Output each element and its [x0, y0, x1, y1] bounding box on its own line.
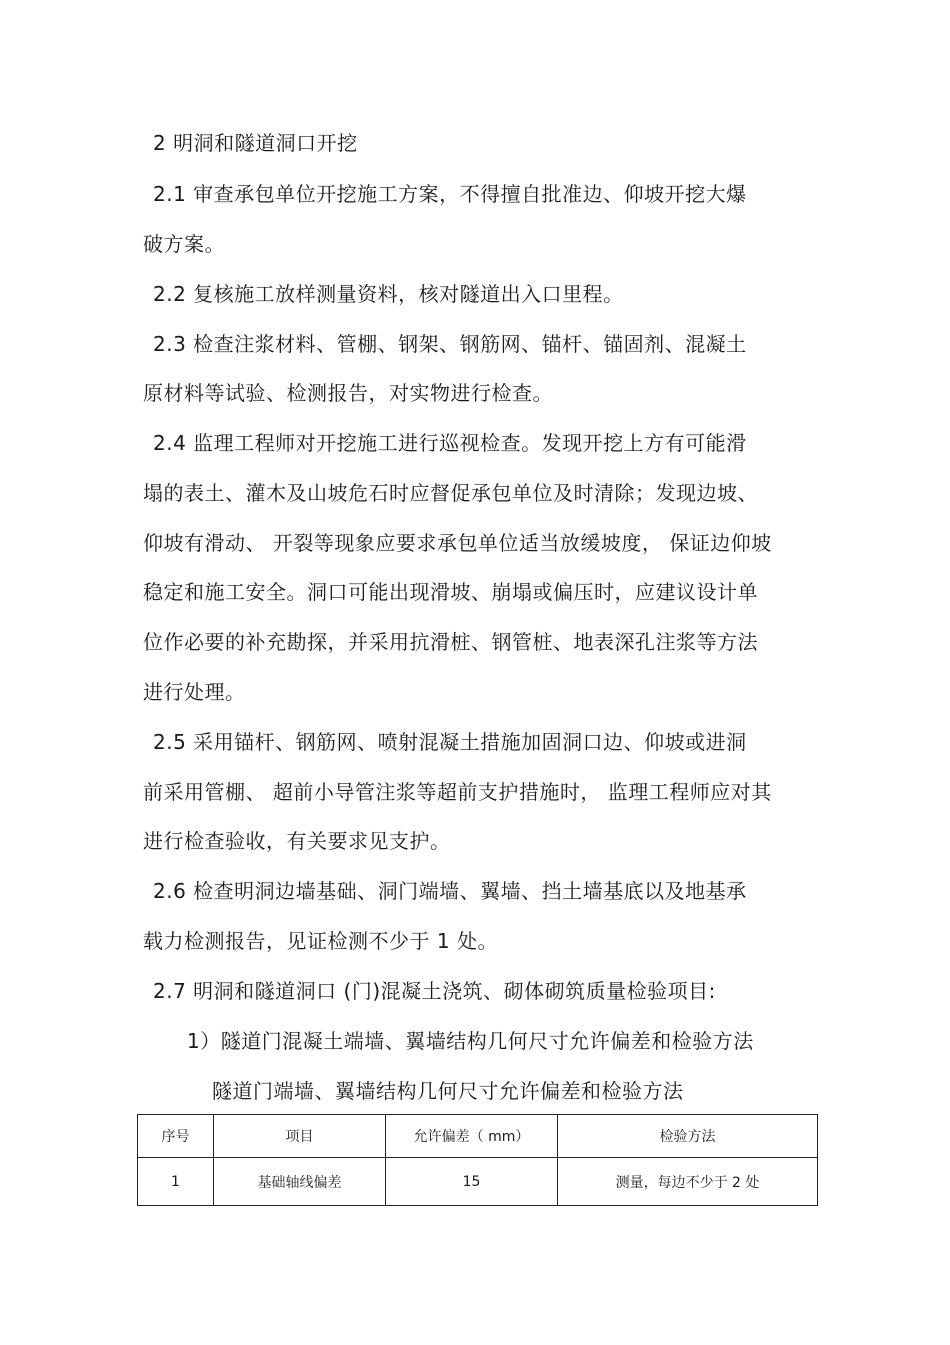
paragraph-line: 位作必要的补充勘探，并采用抗滑桩、钢管桩、地表深孔注浆等方法	[143, 630, 758, 654]
table-caption: 隧道门端墙、翼墙结构几何尺寸允许偏差和检验方法	[212, 1079, 684, 1103]
table-row	[138, 1158, 818, 1206]
paragraph-line: 2.1 审查承包单位开挖施工方案，不得擅自批准边、仰坡开挖大爆	[153, 182, 747, 206]
paragraph-line: 稳定和施工安全。洞口可能出现滑坡、崩塌或偏压时，应建议设计单	[143, 580, 758, 604]
table-cell: 测量，每边不少于 2 处	[558, 1158, 818, 1206]
column-header: 检验方法	[558, 1115, 818, 1158]
list-item: 1）隧道门混凝土端墙、翼墙结构几何尺寸允许偏差和检验方法	[187, 1029, 754, 1053]
paragraph-line: 2.7 明洞和隧道洞口 (门)混凝土浇筑、砌体砌筑质量检验项目:	[153, 979, 716, 1003]
paragraph-line: 仰坡有滑动、 开裂等现象应要求承包单位适当放缓坡度， 保证边仰坡	[143, 531, 772, 555]
paragraph-line: 2.3 检查注浆材料、管棚、钢架、钢筋网、锚杆、锚固剂、混凝土	[153, 332, 747, 356]
paragraph-line: 载力检测报告，见证检测不少于 1 处。	[143, 929, 498, 953]
column-header: 序号	[138, 1115, 214, 1158]
paragraph-line: 2.5 采用锚杆、钢筋网、喷射混凝土措施加固洞口边、仰坡或进洞	[153, 730, 747, 754]
paragraph-line: 原材料等试验、检测报告，对实物进行检查。	[143, 381, 553, 405]
column-header: 允许偏差（ mm）	[386, 1115, 558, 1158]
table-cell: 15	[386, 1158, 558, 1206]
paragraph-line: 2.4 监理工程师对开挖施工进行巡视检查。发现开挖上方有可能滑	[153, 431, 747, 455]
paragraph-line: 2.2 复核施工放样测量资料，核对隧道出入口里程。	[153, 282, 624, 306]
paragraph-line: 进行检查验收，有关要求见支护。	[143, 829, 451, 853]
paragraph-line: 塌的表土、灌木及山坡危石时应督促承包单位及时清除；发现边坡、	[143, 481, 758, 505]
table-cell: 1	[138, 1158, 214, 1206]
table-header-row	[138, 1115, 818, 1158]
paragraph-line: 破方案。	[143, 232, 225, 256]
table-cell: 基础轴线偏差	[214, 1158, 386, 1206]
section-heading: 2 明洞和隧道洞口开挖	[153, 131, 358, 155]
paragraph-line: 进行处理。	[143, 680, 246, 704]
tolerance-table	[137, 1114, 818, 1206]
column-header: 项目	[214, 1115, 386, 1158]
paragraph-line: 前采用管棚、 超前小导管注浆等超前支护措施时， 监理工程师应对其	[143, 780, 772, 804]
paragraph-line: 2.6 检查明洞边墙基础、洞门端墙、翼墙、挡土墙基底以及地基承	[153, 879, 747, 903]
